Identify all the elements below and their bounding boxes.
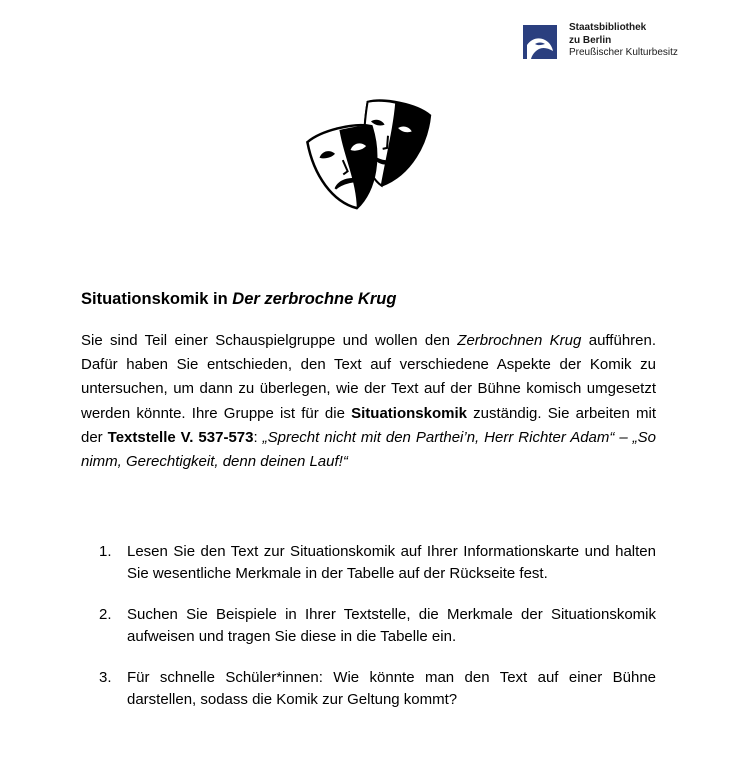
task-text: Suchen Sie Beispiele in Ihrer Textstelle, die Merkmale der Situationskomik aufweisen und tragen Sie diese in die Tabelle ein. xyxy=(127,606,656,645)
library-logo xyxy=(523,22,723,66)
library-name-line3: Preußischer Kulturbesitz xyxy=(569,47,678,58)
list-item xyxy=(99,667,656,711)
intro-work-title: Zerbrochnen Krug xyxy=(457,332,582,349)
task-number: 3. xyxy=(99,669,112,686)
library-name xyxy=(569,22,678,60)
task-number: 2. xyxy=(99,606,112,623)
theater-masks-icon xyxy=(306,96,434,214)
task-text: Lesen Sie den Text zur Situationskomik auf Ihrer Informationskarte und halten Sie wesentliche Merkmale in der Tabelle auf der Rückseite fest. xyxy=(127,543,656,582)
intro-text-4: : xyxy=(253,428,263,446)
title-work: Der zerbrochne Krug xyxy=(232,290,397,308)
intro-text-3: zuständig. Sie arbeiten mit der xyxy=(81,404,656,446)
task-list xyxy=(99,541,656,711)
worksheet-title xyxy=(81,287,661,311)
intro-quote: „Sprecht nicht mit den Parthei’n, Herr Richter Adam“ – „So nimm, Gerechtigkeit, denn deinen Lauf!“ xyxy=(81,428,656,471)
intro-paragraph xyxy=(81,329,656,474)
intro-text-2: aufführen. Dafür haben Sie entschieden, den Text auf verschiedene Aspekte der Komik zu untersuchen, um dann zu überlegen, wie der Text auf der Bühne komisch umgesetzt werden könnte. Ihre Gruppe ist für die xyxy=(81,332,657,422)
eagle-logo-icon xyxy=(523,25,557,59)
task-number: 1. xyxy=(99,543,112,560)
intro-focus: Situationskomik xyxy=(351,404,467,422)
library-name-line1: Staatsbibliothek xyxy=(569,22,647,33)
list-item xyxy=(99,604,656,648)
task-text: Für schnelle Schüler*innen: Wie könnte man den Text auf einer Bühne darstellen, sodass die Komik zur Geltung kommt? xyxy=(127,669,656,708)
list-item xyxy=(99,541,656,585)
library-name-line2: zu Berlin xyxy=(569,34,612,46)
title-prefix: Situationskomik in xyxy=(81,290,233,308)
intro-text-1: Sie sind Teil einer Schauspielgruppe und wollen den xyxy=(81,332,458,349)
intro-passage: Textstelle V. 537-573 xyxy=(107,428,254,446)
